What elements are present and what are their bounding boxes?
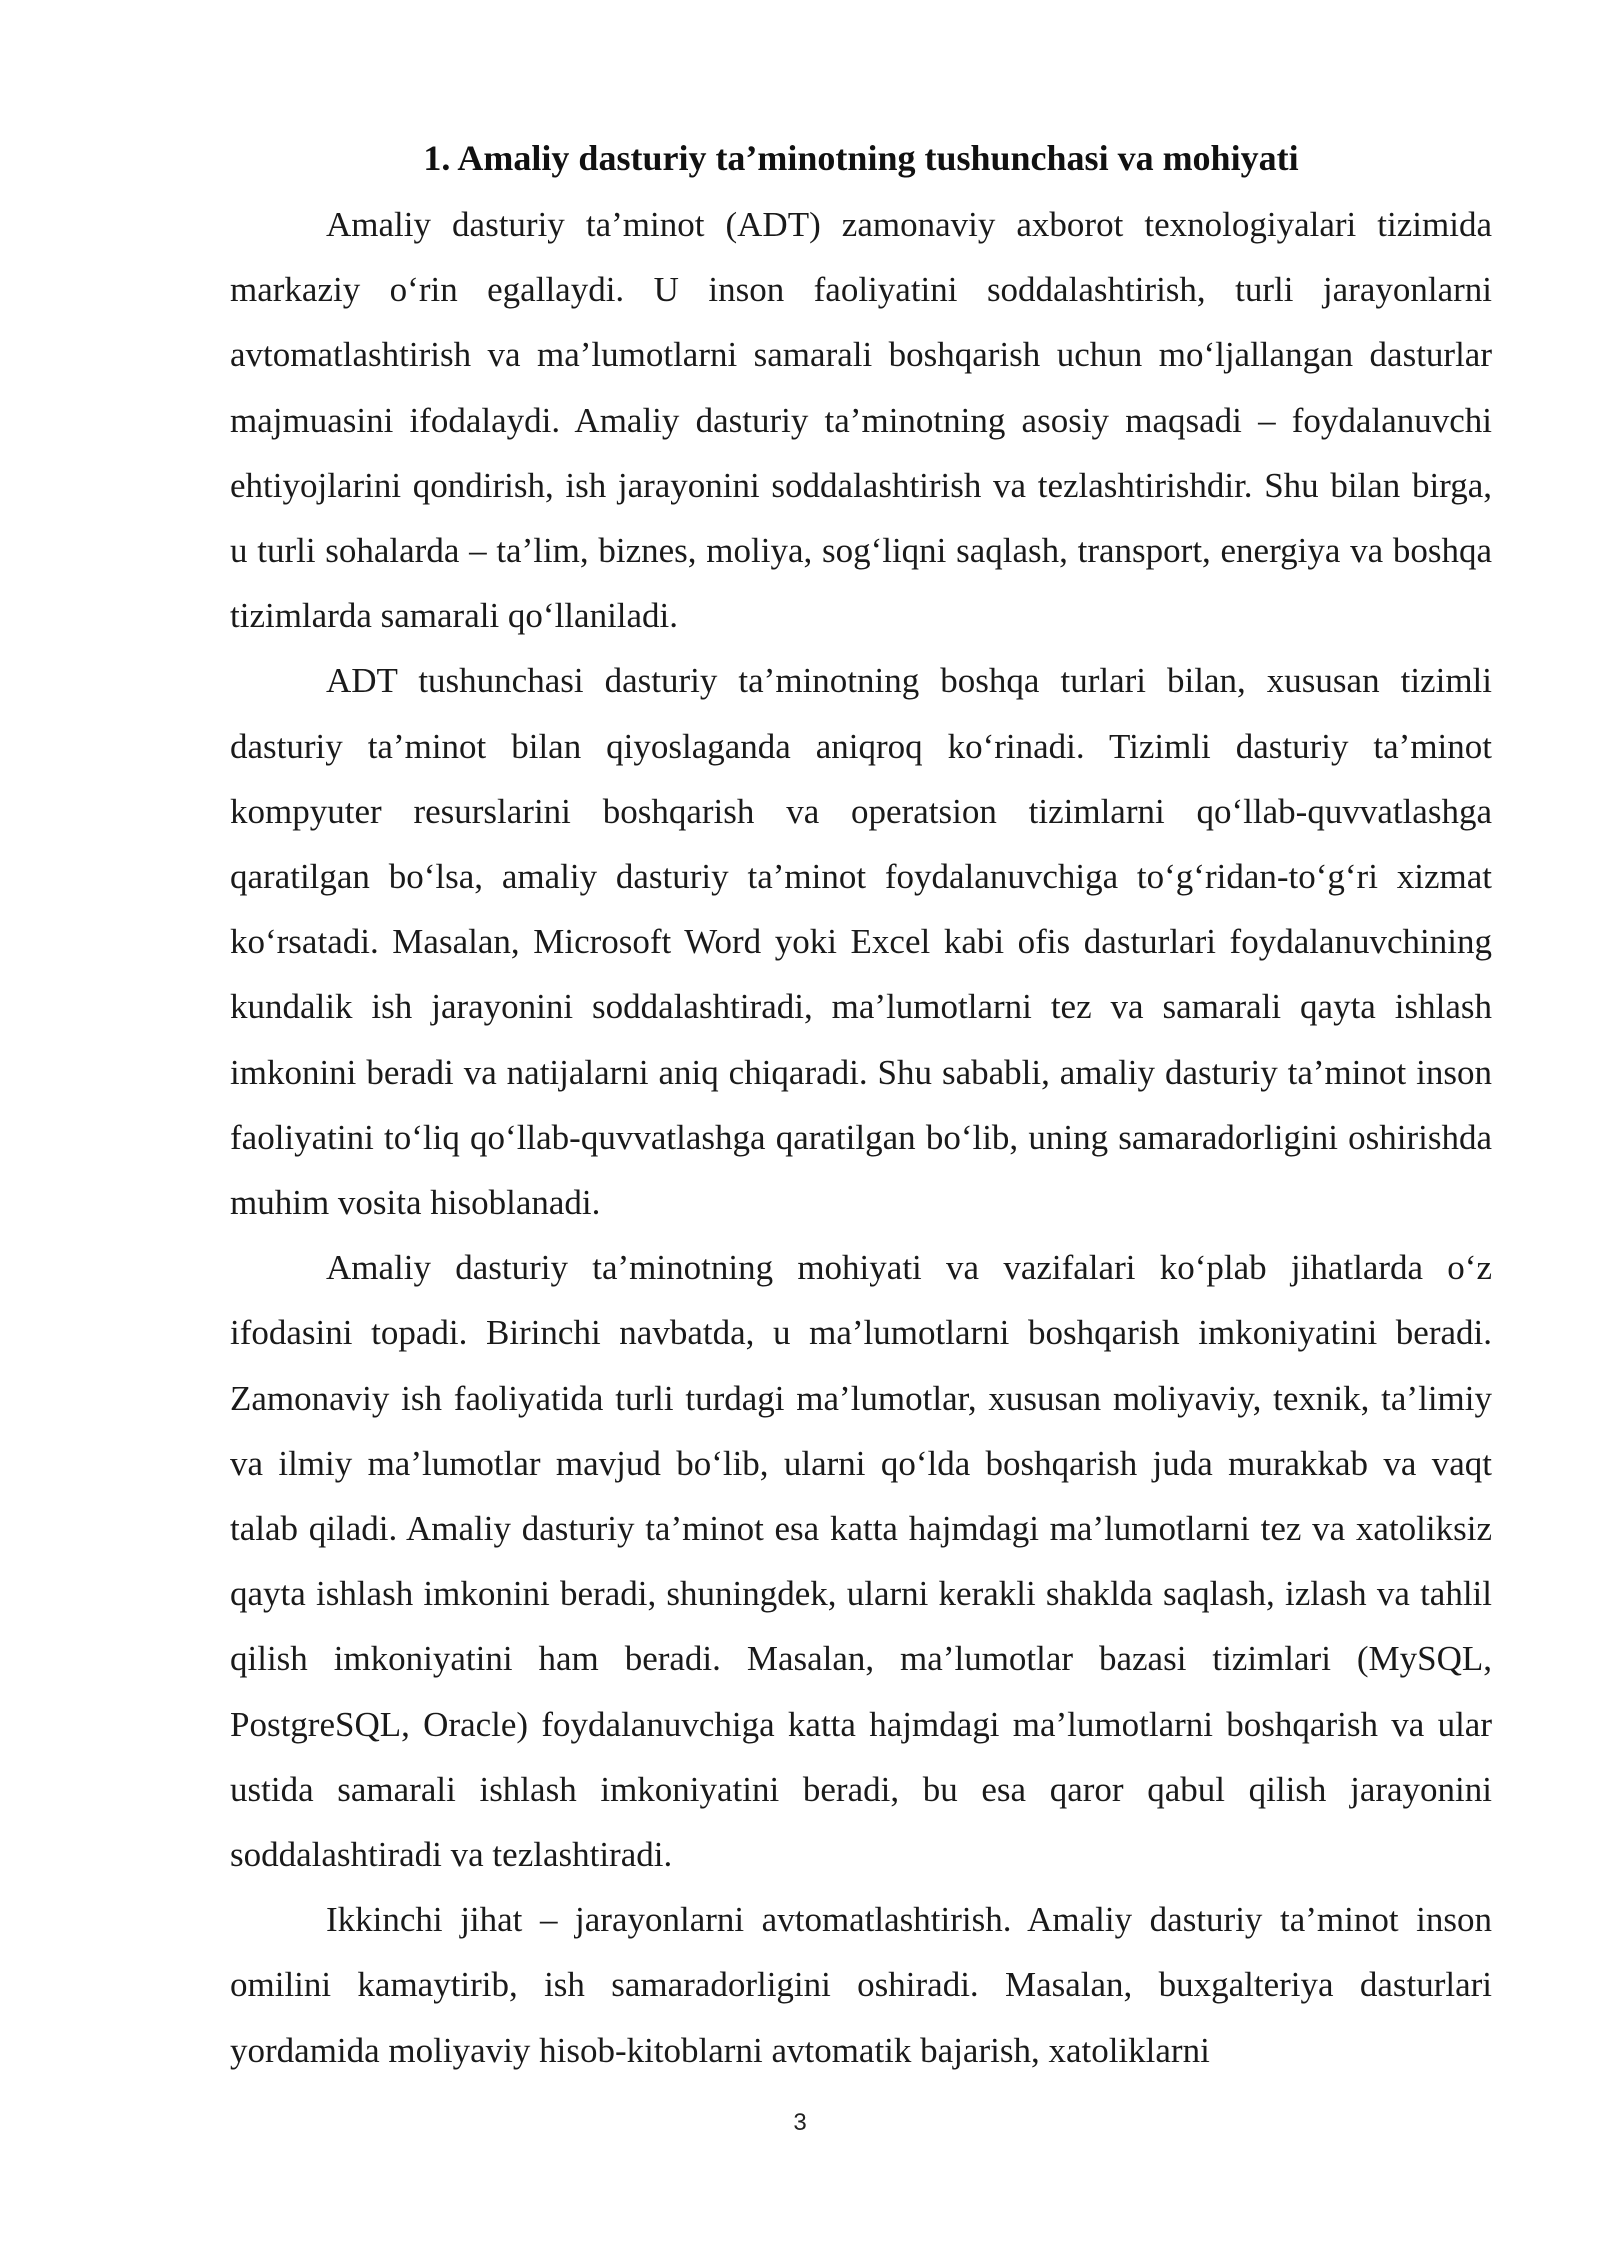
- page-body: [230, 132, 1492, 2083]
- paragraph-2: ADT tushunchasi dasturiy ta’minotning boshqa turlari bilan, xususan tizimli dasturiy ta’minot bilan qiyoslaganda aniqroq ko‘rinadi. Tizimli dasturiy ta’minot kompyuter resurslarini boshqarish va operatsion tizimlarni qo‘llab-quvvatlashga qaratilgan bo‘lsa, amaliy dasturiy ta’minot foydalanuvchiga to‘g‘ridan-to‘g‘ri xizmat ko‘rsatadi. Masalan, Microsoft Word yoki Excel kabi ofis dasturlari foydalanuvchining kundalik ish jarayonini soddalashtiradi, ma’lumotlarni tez va samarali qayta ishlash imkonini beradi va natijalarni aniq chiqaradi. Shu sababli, amaliy dasturiy ta’minot inson faoliyatini to‘liq qo‘llab-quvvatlashga qaratilgan bo‘lib, uning samaradorligini oshirishda muhim vosita hisoblanadi.: [230, 661, 1492, 1223]
- page-number: 3: [793, 2109, 807, 2136]
- paragraph-1: Amaliy dasturiy ta’minot (ADT) zamonaviy axborot texnologiyalari tizimida markaziy o‘rin egallaydi. U inson faoliyatini soddalashtirish, turli jarayonlarni avtomatlashtirish va ma’lumotlarni samarali boshqarish uchun mo‘ljallangan dasturlar majmuasini ifodalaydi. Amaliy dasturiy ta’minotning asosiy maqsadi – foydalanuvchi ehtiyojlarini qondirish, ish jarayonini soddalashtirish va tezlashtirishdir. Shu bilan birga, u turli sohalarda – ta’lim, biznes, moliya, sog‘liqni saqlash, transport, energiya va boshqa tizimlarda samarali qo‘llaniladi.: [230, 205, 1492, 636]
- section-title: 1. Amaliy dasturiy ta’minotning tushunchasi va mohiyati: [423, 138, 1299, 178]
- paragraph-3: Amaliy dasturiy ta’minotning mohiyati va vazifalari ko‘plab jihatlarda o‘z ifodasini topadi. Birinchi navbatda, u ma’lumotlarni boshqarish imkoniyatini beradi. Zamonaviy ish faoliyatida turli turdagi ma’lumotlar, xususan moliyaviy, texnik, ta’limiy va ilmiy ma’lumotlar mavjud bo‘lib, ularni qo‘lda boshqarish juda murakkab va vaqt talab qiladi. Amaliy dasturiy ta’minot esa katta hajmdagi ma’lumotlarni tez va xatoliksiz qayta ishlash imkonini beradi, shuningdek, ularni kerakli shaklda saqlash, izlash va tahlil qilish imkoniyatini ham beradi. Masalan, ma’lumotlar bazasi tizimlari (MySQL, PostgreSQL, Oracle) foydalanuvchiga katta hajmdagi ma’lumotlarni boshqarish va ular ustida samarali ishlash imkoniyatini beradi, bu esa qaror qabul qilish jarayonini soddalashtiradi va tezlashtiradi.: [230, 1248, 1492, 1875]
- paragraph-4: Ikkinchi jihat – jarayonlarni avtomatlashtirish. Amaliy dasturiy ta’minot inson omilini kamaytirib, ish samaradorligini oshiradi. Masalan, buxgalteriya dasturlari yordamida moliyaviy hisob-kitoblarni avtomatik bajarish, xatoliklarni: [230, 1900, 1492, 2070]
